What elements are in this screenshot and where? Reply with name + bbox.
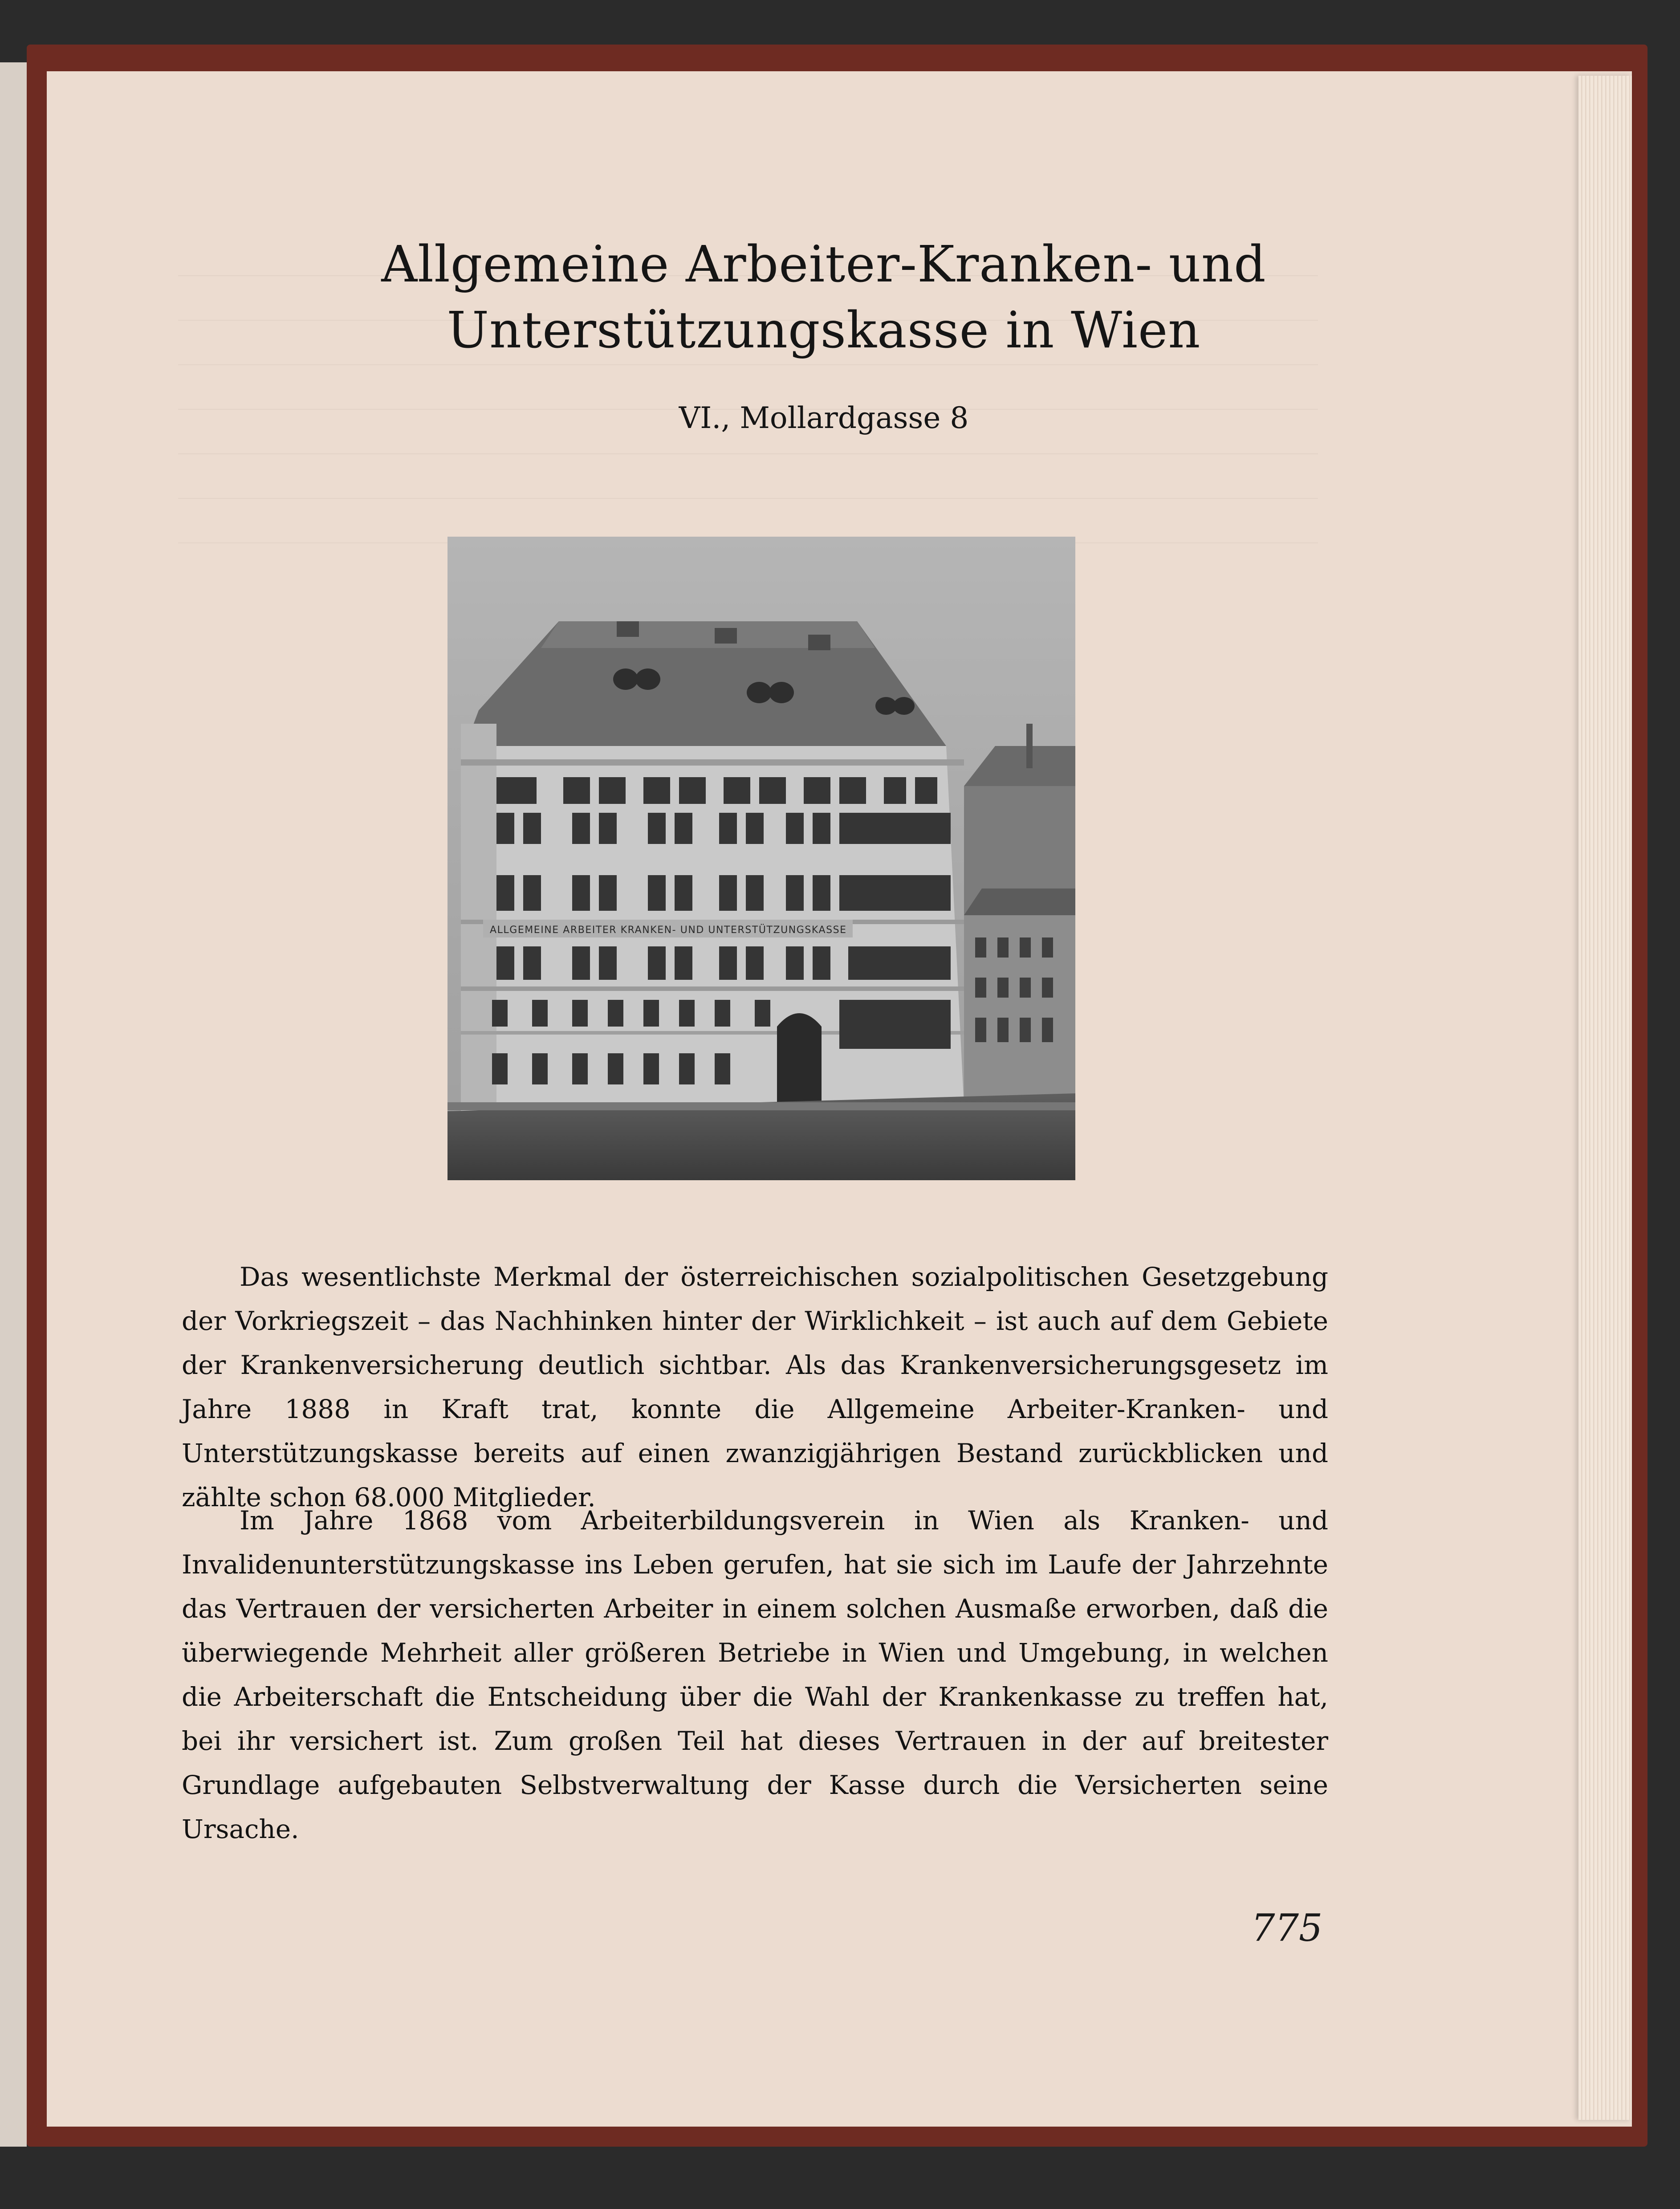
address-subtitle: VI., Mollardgasse 8: [679, 401, 969, 435]
paragraph-1: [182, 1255, 1328, 1520]
paragraph-2-text: Im Jahre 1868 vom Arbeiterbildungsverein in Wien als Kranken- und Invalidenunterstützungskasse ins Leben gerufen, hat sie sich im Laufe der Jahrzehnte das Vertrauen der versicherten Arbeiter in einem solchen Ausmaße erworben, daß die überwiegende Mehrheit aller größeren Betriebe in Wien und Umgebung, in welchen die Arbeiterschaft die Entscheidung über die Wahl der Krankenkasse zu treffen hat, bei ihr versichert ist. Zum großen Teil hat dieses Vertrauen in der auf breitester Grundlage aufgebauten Selbstverwaltung der Kasse durch die Versicherten seine Ursache.: [182, 1505, 1328, 1844]
book-left-edge: [0, 62, 27, 2147]
page-number: 775: [1251, 1906, 1323, 1950]
title-line-1: Allgemeine Arbeiter-Kranken- und: [381, 236, 1266, 293]
paragraph-2: [182, 1499, 1328, 1851]
page-title: [187, 232, 1460, 363]
title-line-2: Unterstützungskasse in Wien: [447, 302, 1201, 359]
photo-sign-text: ALLGEMEINE ARBEITER KRANKEN- UND UNTERSTÜTZUNGSKASSE: [490, 925, 846, 936]
paragraph-1-text: Das wesentlichste Merkmal der österreichischen sozialpolitischen Gesetzgebung der Vorkriegszeit – das Nachhinken hinter der Wirklichkeit – ist auch auf dem Gebiete der Krankenversicherung deutlich sichtbar. Als das Krankenversicherungsgesetz im Jahre 1888 in Kraft trat, konnte die Allgemeine Arbeiter-Kranken- und Unterstützungskasse bereits auf einen zwanzigjährigen Bestand zurückblicken und zählte schon 68.000 Mitglieder.: [182, 1262, 1328, 1512]
page-stack-edge: [1578, 76, 1632, 2120]
building-photo: [447, 537, 1075, 1180]
